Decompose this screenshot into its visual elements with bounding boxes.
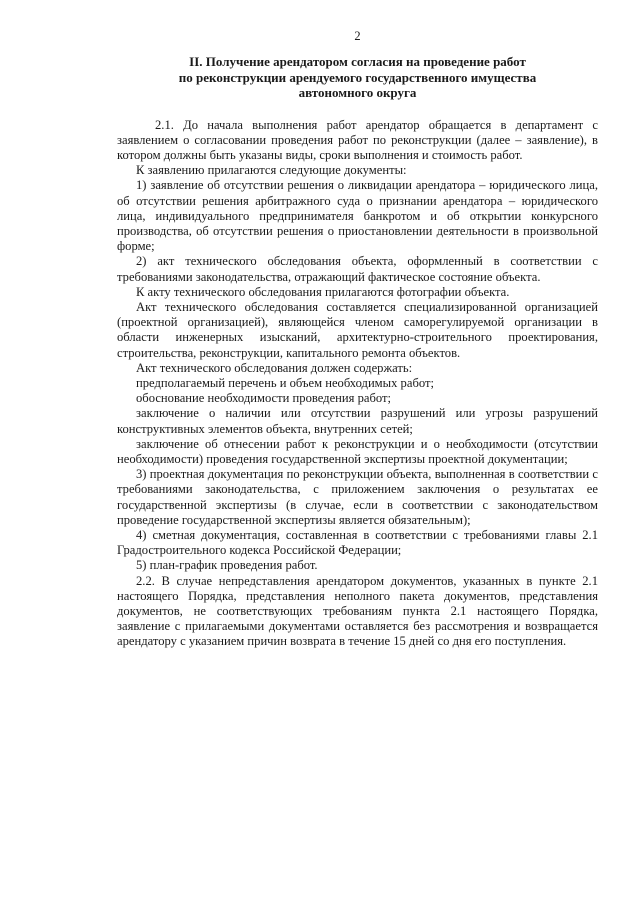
section-title-line-2: по реконструкции арендуемого государственного имущества — [178, 69, 537, 85]
act-item-justification: обоснование необходимости проведения работ; — [136, 391, 392, 406]
list-item-1: 1) заявление об отсутствии решения о ликвидации арендатора – юридического лица, об отсутствии решения арбитражного суда о признании арендатора – юридического лица, индивидуального предпринимателя банкротом и об открытии конкурсного производства, об отсутствии решения о приостановлении деятельности в произвольной форме; — [117, 178, 598, 254]
paragraph-2-2: 2.2. В случае непредставления арендатором документов, указанных в пункте 2.1 настоящего Порядка, представления неполного пакета документов, представления документов, не соответствующих требованиям пункта 2.1 настоящего Порядка, заявление с прилагаемыми документами оставляется без рассмотрения и возвращается арендатору с указанием причин возврата в течение 15 дней со дня его поступления. — [117, 573, 598, 649]
list-item-2: 2) акт технического обследования объекта, оформленный в соответствии с требованиями законодательства, отражающий фактическое состояние объекта. — [117, 254, 598, 284]
paragraph-documents-intro: К заявлению прилагаются следующие документы: — [136, 163, 407, 178]
paragraph-act-contents: Акт технического обследования должен содержать: — [136, 360, 413, 375]
list-item-4: 4) сметная документация, составленная в соответствии с требованиями главы 2.1 Градостроительного кодекса Российской Федерации; — [117, 527, 598, 558]
section-title-line-3: автономного округа — [298, 85, 417, 100]
act-item-expertise: заключение об отнесении работ к реконструкции и о необходимости (отсутствии необходимости) проведения государственной экспертизы проектной документации; — [117, 436, 598, 466]
act-item-works-list: предполагаемый перечень и объем необходимых работ; — [136, 375, 434, 390]
paragraph-photos: К акту технического обследования прилагаются фотографии объекта. — [136, 284, 510, 299]
section-title-line-1: II. Получение арендатором согласия на проведение работ — [189, 54, 526, 69]
act-item-destruction: заключение о наличии или отсутствии разрушений или угрозы разрушений конструктивных элементов объекта, внутренних сетей; — [117, 406, 598, 436]
paragraph-2-1: 2.1. До начала выполнения работ арендатор обращается в департамент с заявлением о согласовании проведения работ по реконструкции (далее – заявление), в котором должны быть указаны виды, сроки выполнения и стоимость работ. — [117, 117, 598, 162]
list-item-5: 5) план-график проведения работ. — [136, 558, 318, 573]
page-number: 2 — [354, 29, 361, 43]
section-title — [117, 54, 598, 101]
paragraph-act-compiler: Акт технического обследования составляется специализированной организацией (проектной организацией), являющейся членом саморегулируемой организации в области инженерных изысканий, архитектурно-строительного проектирования, строительства, реконструкции, капитального ремонта объектов. — [117, 299, 598, 360]
document-body — [117, 118, 598, 650]
list-item-3: 3) проектная документация по реконструкции объекта, выполненная в соответствии с требованиями законодательства, с приложением заключения о результатах ее государственной экспертизы (в случае, если в соответствии с законодательством проведение государственной экспертизы является обязательным); — [117, 467, 598, 527]
